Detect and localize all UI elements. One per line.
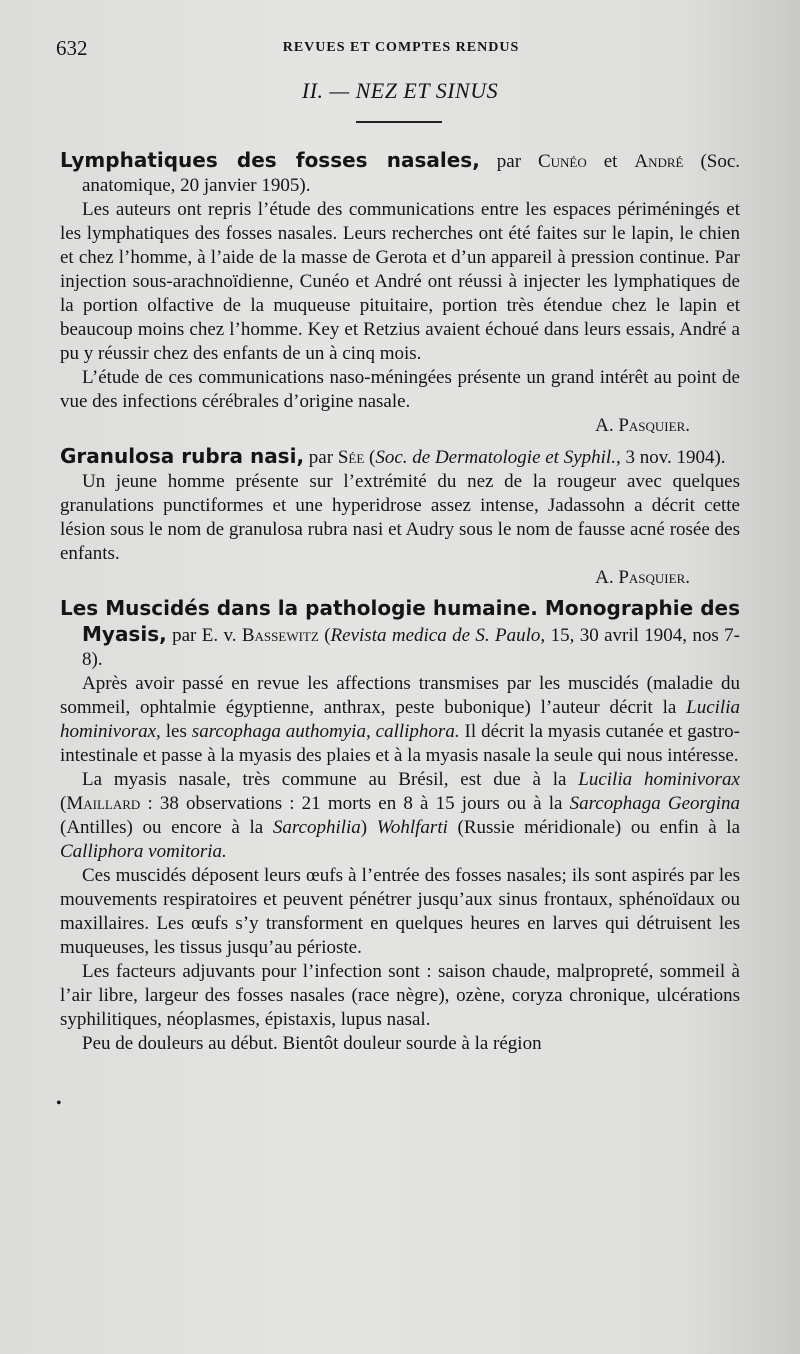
- author-name: Bassewitz: [241, 625, 319, 646]
- byline-text: par: [479, 151, 538, 172]
- source-text: 15, 30 avril 1904, nos 7-8).: [82, 625, 741, 670]
- paragraph: La myasis nasale, très commune au Brésil, est due à la Lucilia hominivorax (Maillard : 38 observations : 21 morts en 8 à 15 jours ou à la Sarcophaga Georgina (Antilles) ou encore à la Sarcophilia) Wohlfarti (Russie méridionale) ou enfin à la Calliphora vomitoria.: [60, 769, 741, 862]
- byline-text: et: [586, 151, 635, 172]
- entry-title: Les Muscidés dans la pathologie humaine. Monographie des Myasis,: [60, 596, 740, 646]
- page-number: 632: [56, 36, 88, 60]
- paragraph: Peu de douleurs au début. Bientôt douleur sourde à la région: [82, 1033, 542, 1054]
- author-name: Cunéo: [537, 151, 587, 172]
- review-entry-lymphatiques: [60, 148, 740, 438]
- source-text: (: [364, 447, 376, 468]
- entry-heading: [60, 444, 740, 470]
- author-name: André: [634, 151, 684, 172]
- review-entry-muscides: [60, 596, 740, 1056]
- running-title: REVUES ET COMPTES RENDUS: [282, 40, 520, 55]
- source-text: 3 nov. 1904).: [620, 447, 726, 468]
- source-journal: Revista medica de S. Paulo,: [330, 625, 546, 646]
- page-body: [60, 148, 740, 1062]
- signature: A. Pasquier.: [595, 415, 690, 436]
- paragraph: Les facteurs adjuvants pour l’infection sont : saison chaude, malpropreté, sommeil à l’air libre, largeur des fosses nasales (race nègre), ozène, coryza chronique, ulcérations syphilitiques, néoplasmes, épistaxis, lupus nasal.: [60, 961, 740, 1030]
- author-name: Sée: [337, 447, 365, 468]
- source-text: (: [318, 625, 331, 646]
- review-entry-granulosa: [60, 444, 740, 590]
- margin-dot-mark: •: [56, 1095, 62, 1112]
- paragraph: L’étude de ces communications naso-méningées présente un grand intérêt au point de vue des infections cérébrales d’origine nasale.: [60, 367, 740, 412]
- signature: A. Pasquier.: [595, 567, 690, 588]
- paragraph: Ces muscidés déposent leurs œufs à l’entrée des fosses nasales; ils sont aspirés par les mouvements respiratoires et peuvent pénétrer jusqu’aux sinus frontaux, sphénoïdaux ou maxillaires. Les œufs s’y transforment en quelques heures en larves qui détruisent les muqueuses, les tissus jusqu’au périoste.: [60, 865, 740, 958]
- section-divider: [356, 121, 442, 123]
- page-header: [56, 36, 746, 60]
- section-title: II. — NEZ ET SINUS: [301, 78, 499, 103]
- paragraph: Après avoir passé en revue les affections transmises par les muscidés (maladie du sommeil, ophtalmie égyptienne, anthrax, peste bubonique) l’auteur décrit la Lucilia hominivorax, les sarcophaga authomyia, calliphora. Il décrit la myasis cutanée et gastro-intestinale et passe à la myasis des plaies et à la myasis nasale la seule qui nous intéresse.: [60, 673, 740, 766]
- entry-heading: [60, 148, 740, 198]
- entry-title: Lymphatiques des fosses nasales,: [60, 148, 480, 172]
- byline-text: par: [304, 447, 338, 468]
- paragraph: Un jeune homme présente sur l’extrémité du nez de la rougeur avec quelques granulations punctiformes et une hyperidrose assez intense, Jadassohn a décrit cette lésion sous le nom de granulosa rubra nasi et Audry sous le nom de fausse acné rosée des enfants.: [60, 471, 740, 564]
- entry-title: Granulosa rubra nasi,: [60, 444, 305, 468]
- entry-source: (Soc. anatomique, 20 janvier 1905).: [82, 151, 741, 196]
- entry-heading: [60, 596, 740, 672]
- paragraph: Les auteurs ont repris l’étude des communications entre les espaces périméningés et les lymphatiques des fosses nasales. Leurs recherches ont été faites sur le lapin, le chien et chez l’homme, à l’aide de la masse de Gerota et d’un appareil à pression continue. Par injection sous-arachnoïdienne, Cunéo et André ont réussi à injecter les lymphatiques de la portion olfactive de la muqueuse pituitaire, portion très étendue chez le lapin et beaucoup moins chez l’homme. Key et Retzius avaient échoué dans leurs essais, André a pu y réussir chez des enfants de un à cinq mois.: [60, 199, 740, 364]
- byline-text: par E. v.: [166, 625, 242, 646]
- source-journal: Soc. de Dermatologie et Syphil.,: [375, 447, 621, 468]
